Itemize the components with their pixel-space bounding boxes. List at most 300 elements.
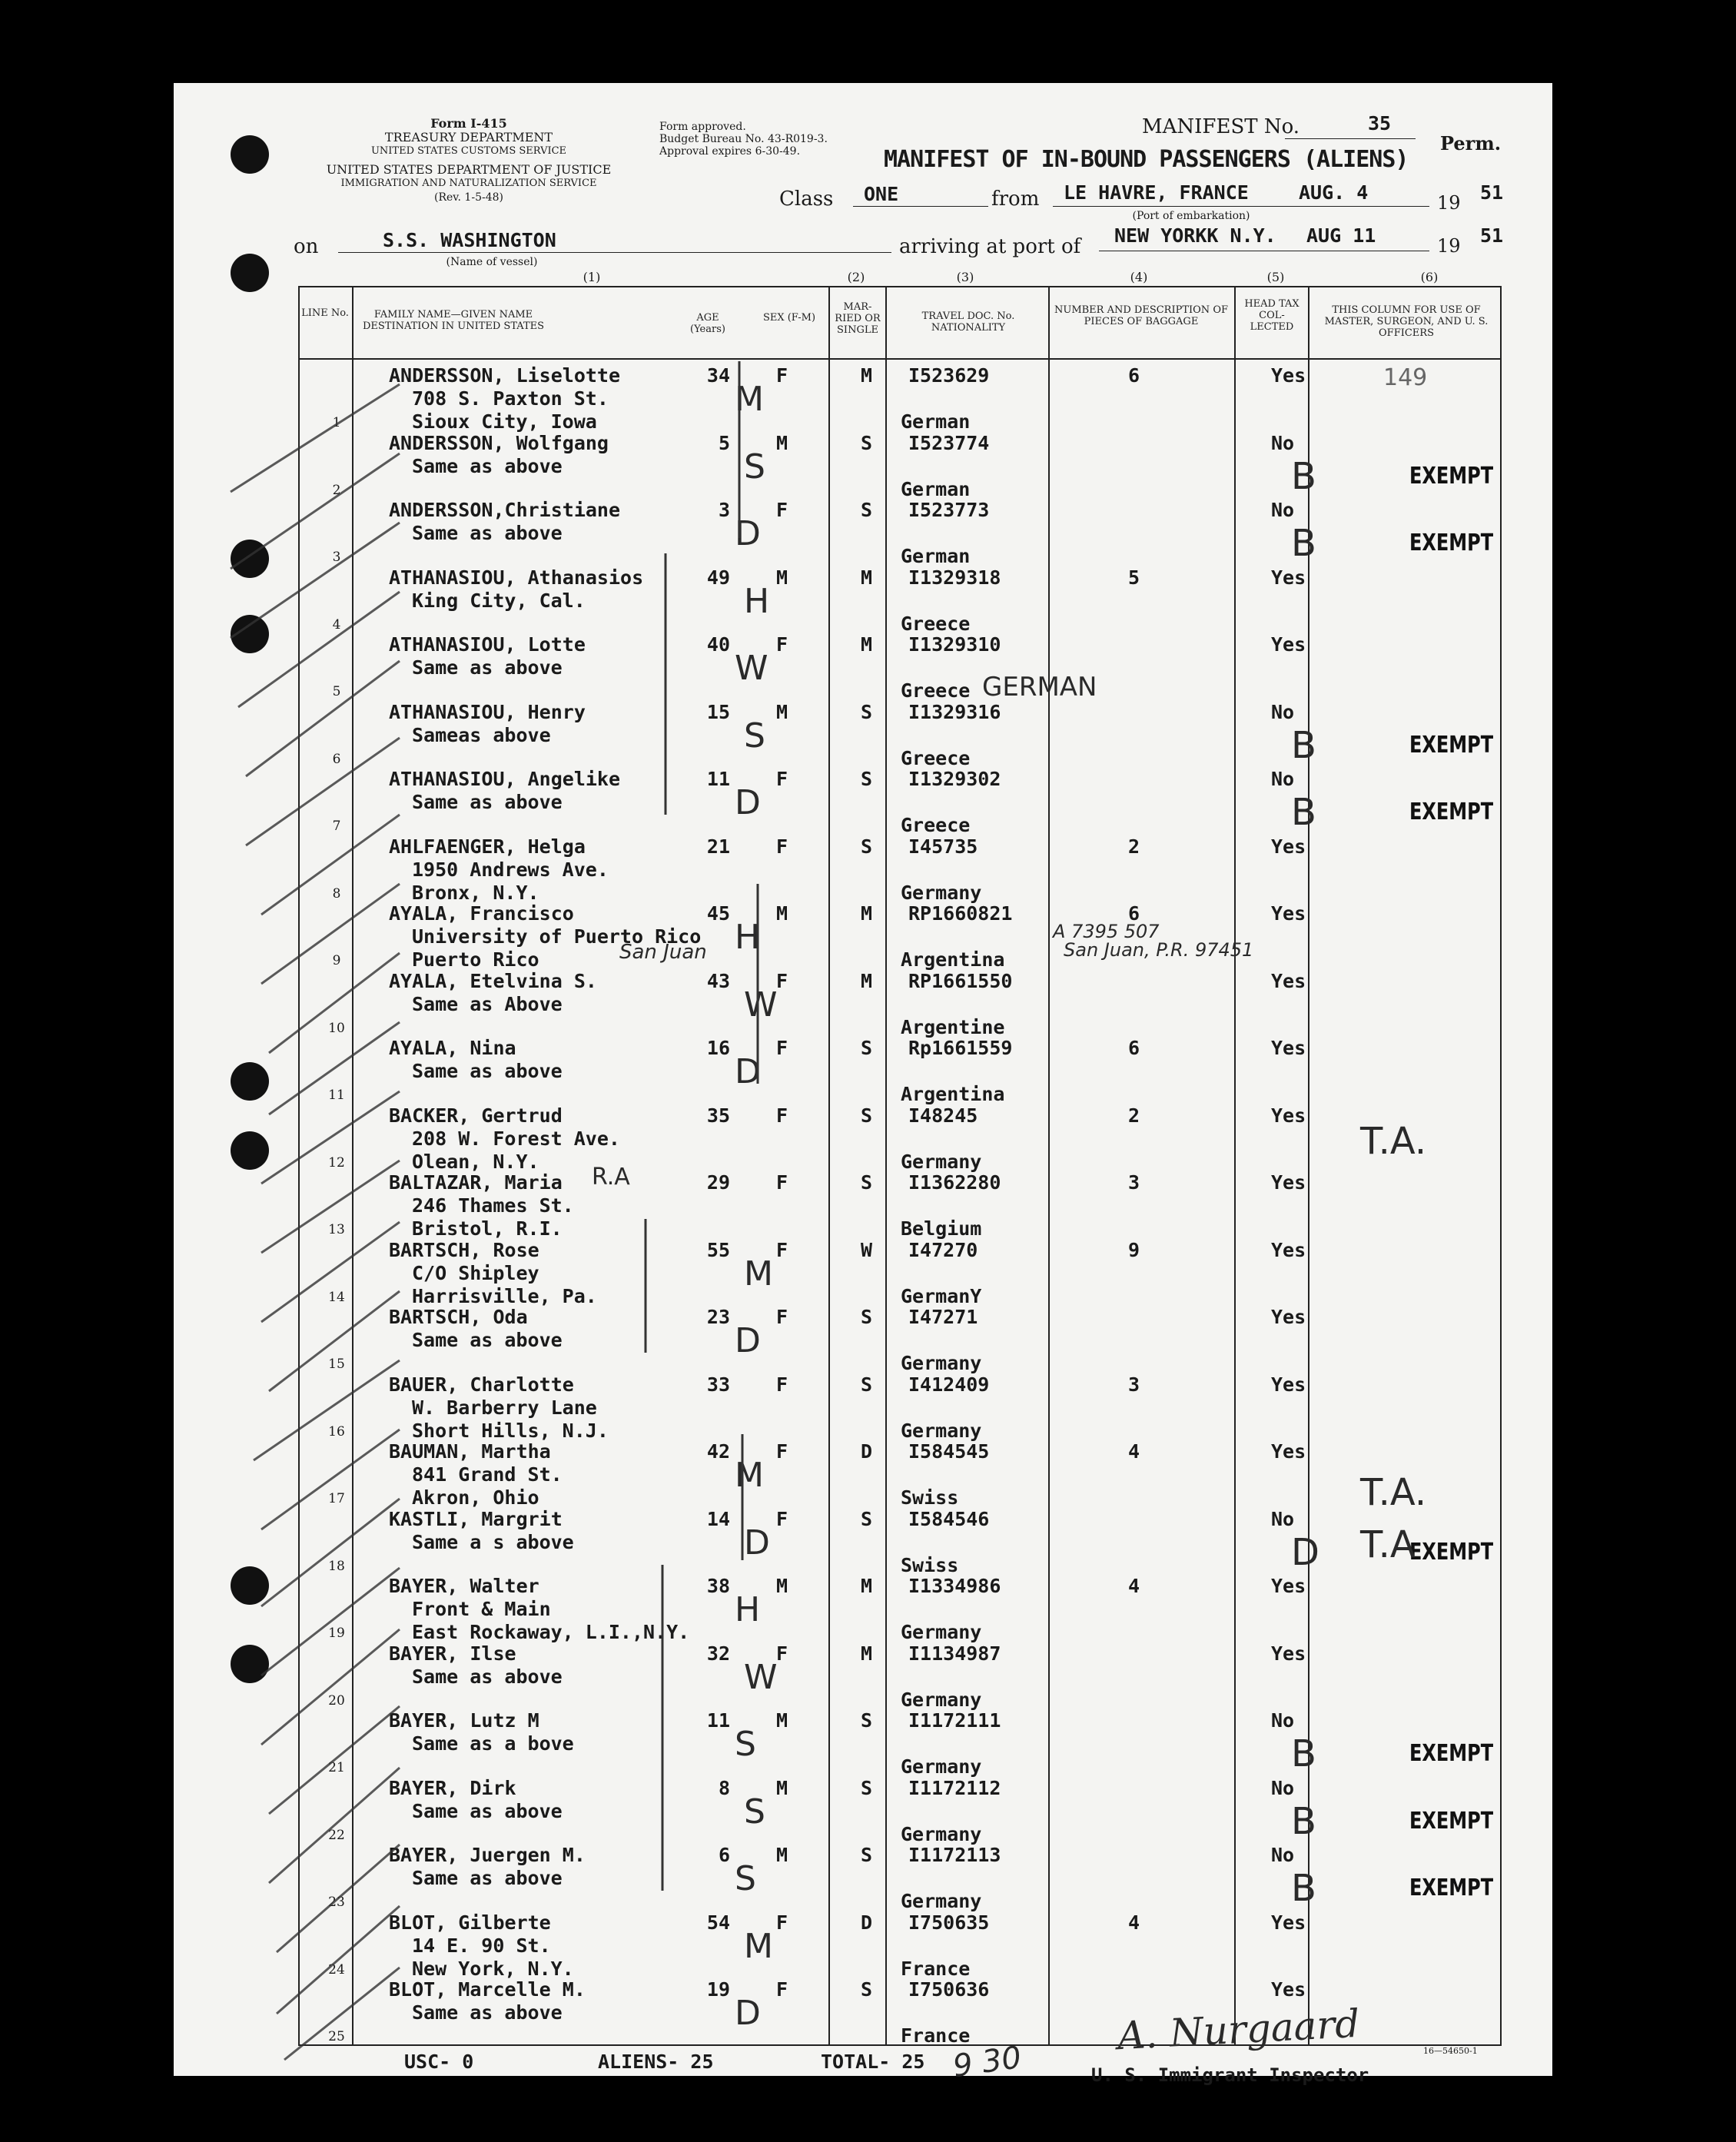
header-tax: HEAD TAX COL- LECTED xyxy=(1244,298,1300,333)
nationality: Germany xyxy=(901,1890,982,1912)
passenger-destination: 246 Thames St. xyxy=(412,1194,574,1217)
passenger-destination: Same as above xyxy=(412,2001,563,2024)
passenger-name: AYALA, Nina xyxy=(389,1037,516,1059)
passenger-name: AHLFAENGER, Helga xyxy=(389,835,586,858)
baggage-count: 4 xyxy=(1128,1440,1140,1463)
passenger-destination: W. Barberry Lane xyxy=(412,1396,597,1419)
passenger-name: BLOT, Gilberte xyxy=(389,1911,551,1934)
handwritten-annotation: R.A xyxy=(592,1164,630,1191)
exempt-stamp: EXEMPT xyxy=(1409,1538,1494,1566)
passenger-age: 40 xyxy=(706,633,730,656)
passenger-destination: King City, Cal. xyxy=(412,589,586,612)
perm-label: Perm. xyxy=(1440,132,1502,154)
nationality: Germany xyxy=(901,1150,982,1173)
head-tax: Yes xyxy=(1271,1373,1306,1396)
travel-document: I1362280 xyxy=(908,1171,1001,1194)
col-num-1: (1) xyxy=(583,270,601,284)
relationship-mark: M xyxy=(744,1254,773,1294)
passenger-age: 15 xyxy=(706,700,730,723)
passenger-age: 43 xyxy=(706,969,730,992)
passenger-age: 33 xyxy=(706,1373,730,1396)
passenger-sex: M xyxy=(776,1844,788,1866)
passenger-age: 6 xyxy=(718,1844,730,1866)
passenger-age: 11 xyxy=(706,1709,730,1732)
year-1: 51 xyxy=(1480,181,1504,204)
exempt-stamp: EXEMPT xyxy=(1409,1875,1494,1901)
passenger-destination: Bristol, R.I. xyxy=(412,1217,563,1240)
marital-status: S xyxy=(861,835,873,858)
year-prefix-1: 19 xyxy=(1437,192,1461,214)
header-baggage: NUMBER AND DESCRIPTION OF PIECES OF BAGGAGE xyxy=(1054,304,1228,327)
footer-aliens: ALIENS- 25 xyxy=(598,2051,714,2073)
line-number: 4 xyxy=(332,616,341,633)
footer-usc: USC- 0 xyxy=(404,2051,474,2073)
head-tax: No xyxy=(1271,1709,1295,1732)
nationality: German xyxy=(901,545,971,567)
relationship-mark: S xyxy=(735,1725,756,1764)
line-number: 2 xyxy=(332,482,341,498)
nationality: Argentina xyxy=(901,948,1005,971)
destination-annotation: San Juan xyxy=(619,941,707,964)
class-value: ONE xyxy=(864,183,899,205)
travel-document: RP1660821 xyxy=(908,902,1013,925)
travel-document: I1172111 xyxy=(908,1709,1001,1732)
relationship-mark: M xyxy=(744,1926,773,1966)
passenger-age: 34 xyxy=(706,364,730,387)
header-sex: SEX (F-M) xyxy=(762,312,816,324)
officer-handwritten-note: T.A. xyxy=(1360,1471,1427,1514)
passenger-age: 3 xyxy=(718,499,730,521)
dept-customs: UNITED STATES CUSTOMS SERVICE xyxy=(370,145,567,157)
nationality: German xyxy=(901,410,971,433)
passenger-sex: M xyxy=(776,1575,788,1597)
class-label: Class xyxy=(779,188,834,211)
exempt-stamp: EXEMPT xyxy=(1409,731,1494,759)
marital-status: S xyxy=(861,1306,873,1328)
head-tax: Yes xyxy=(1271,1440,1306,1463)
marital-status: S xyxy=(861,1037,873,1059)
officer-note: 149 xyxy=(1383,364,1428,391)
head-tax: Yes xyxy=(1271,633,1306,656)
passenger-name: BAYER, Ilse xyxy=(389,1642,516,1665)
head-tax: Yes xyxy=(1271,1306,1306,1328)
travel-document: I1329318 xyxy=(908,566,1001,589)
travel-document: I47271 xyxy=(908,1306,978,1328)
passenger-name: ATHANASIOU, Henry xyxy=(389,700,586,723)
arrival-date: AUG 11 xyxy=(1306,224,1376,247)
exempt-stamp: EXEMPT xyxy=(1409,799,1494,825)
passenger-sex: F xyxy=(776,1238,788,1261)
line-number: 21 xyxy=(328,1760,345,1775)
relationship-mark: W xyxy=(744,985,778,1025)
col-num-6: (6) xyxy=(1420,270,1439,284)
passenger-sex: F xyxy=(776,633,788,656)
travel-document: I523774 xyxy=(908,431,990,454)
passenger-name: ANDERSSON,Christiane xyxy=(389,499,621,521)
head-tax: No xyxy=(1271,1844,1295,1866)
head-tax: No xyxy=(1271,1776,1295,1799)
passenger-name: ATHANASIOU, Athanasios xyxy=(389,566,644,589)
baggage-count: 5 xyxy=(1128,566,1140,589)
header-doc: TRAVEL DOC. No. NATIONALITY xyxy=(921,311,1015,334)
nationality: Germany xyxy=(901,1755,982,1778)
travel-document: I1329310 xyxy=(908,633,1001,656)
relationship-mark: D xyxy=(744,1523,770,1562)
exempt-stamp: EXEMPT xyxy=(1409,530,1494,556)
line-number: 11 xyxy=(328,1088,345,1103)
col-num-2: (2) xyxy=(847,270,865,284)
passenger-name: BALTAZAR, Maria xyxy=(389,1171,563,1194)
relationship-mark: D xyxy=(735,783,761,822)
officer-handwritten-note: T.A xyxy=(1360,1523,1416,1566)
baggage-count: 6 xyxy=(1128,364,1140,387)
nationality: Germany xyxy=(901,1621,982,1643)
passenger-destination: Same a s above xyxy=(412,1530,574,1553)
arrival-port: NEW YORKK N.Y. xyxy=(1114,224,1276,247)
passenger-sex: F xyxy=(776,1507,788,1530)
passenger-age: 32 xyxy=(706,1642,730,1665)
head-tax: No xyxy=(1271,499,1295,521)
baggage-count: 4 xyxy=(1128,1911,1140,1934)
relationship-mark: M xyxy=(735,380,764,419)
nationality: Swiss xyxy=(901,1486,959,1509)
travel-document: I412409 xyxy=(908,1373,990,1396)
relationship-mark: S xyxy=(744,447,765,487)
passenger-sex: F xyxy=(776,969,788,992)
line-number: 15 xyxy=(328,1357,345,1372)
marital-status: S xyxy=(861,431,873,454)
baggage-count: 3 xyxy=(1128,1171,1140,1194)
passenger-age: 49 xyxy=(706,566,730,589)
passenger-sex: F xyxy=(776,1373,788,1396)
manifest-number: 35 xyxy=(1368,112,1392,134)
travel-document: I523773 xyxy=(908,499,990,521)
form-revision: (Rev. 1-5-48) xyxy=(434,191,503,204)
embarkation-date: AUG. 4 xyxy=(1299,181,1369,204)
marital-status: M xyxy=(861,902,873,925)
printer-number: 16—54650-1 xyxy=(1423,2046,1478,2056)
dept-treasury: TREASURY DEPARTMENT xyxy=(384,130,553,144)
passenger-age: 23 xyxy=(706,1306,730,1328)
line-number: 3 xyxy=(332,550,341,565)
marital-status: M xyxy=(861,566,873,589)
line-number: 10 xyxy=(328,1020,345,1036)
passenger-name: BACKER, Gertrud xyxy=(389,1104,563,1127)
relationship-mark: D xyxy=(735,514,761,553)
nationality: Germany xyxy=(901,1822,982,1845)
relationship-mark: S xyxy=(735,1859,756,1898)
passenger-name: KASTLI, Margrit xyxy=(389,1507,563,1530)
relationship-mark: S xyxy=(744,716,765,756)
line-number: 9 xyxy=(332,953,341,968)
year-2: 51 xyxy=(1480,224,1504,247)
nationality: Greece xyxy=(901,814,971,836)
marital-status: M xyxy=(861,969,873,992)
col-num-4: (4) xyxy=(1130,270,1148,284)
passenger-age: 29 xyxy=(706,1171,730,1194)
marital-status: M xyxy=(861,1575,873,1597)
relationship-mark: M xyxy=(735,1456,764,1495)
passenger-destination: 841 Grand St. xyxy=(412,1463,563,1486)
passenger-destination: Bronx, N.Y. xyxy=(412,881,539,904)
travel-document: I750636 xyxy=(908,1978,990,2001)
tax-status-mark: B xyxy=(1291,723,1316,767)
passenger-name: AYALA, Francisco xyxy=(389,902,574,925)
passenger-sex: M xyxy=(776,902,788,925)
line-number: 22 xyxy=(328,1827,345,1843)
marital-status: S xyxy=(861,1507,873,1530)
dept-ins: IMMIGRATION AND NATURALIZATION SERVICE xyxy=(340,178,597,189)
marital-status: M xyxy=(861,1642,873,1665)
passenger-age: 42 xyxy=(706,1440,730,1463)
line-number: 8 xyxy=(332,885,341,902)
passenger-destination: Sameas above xyxy=(412,723,551,746)
nationality: Belgium xyxy=(901,1217,982,1240)
passenger-sex: F xyxy=(776,1171,788,1194)
marital-status: S xyxy=(861,1171,873,1194)
line-number: 1 xyxy=(332,415,341,430)
passenger-sex: F xyxy=(776,1037,788,1059)
passenger-sex: M xyxy=(776,566,788,589)
line-number: 5 xyxy=(332,684,341,699)
nationality: Germany xyxy=(901,881,982,904)
line-number: 16 xyxy=(328,1423,345,1440)
passenger-destination: 1950 Andrews Ave. xyxy=(412,858,609,881)
travel-document: I1329302 xyxy=(908,768,1001,790)
handwritten-annotation: San Juan, P.R. 97451 xyxy=(1064,939,1254,961)
passenger-name: BAYER, Walter xyxy=(389,1575,539,1597)
handwritten-annotation: A 7395 507 xyxy=(1053,921,1160,942)
passenger-name: BARTSCH, Rose xyxy=(389,1238,539,1261)
passenger-destination: Akron, Ohio xyxy=(412,1486,539,1509)
manifest-number-label: MANIFEST No. xyxy=(1142,115,1300,138)
inspector-title: U. S. Immigrant Inspector xyxy=(1091,2064,1369,2086)
marital-status: S xyxy=(861,1978,873,2001)
passenger-sex: M xyxy=(776,700,788,723)
footer-total: TOTAL- 25 xyxy=(821,2051,925,2073)
passenger-destination: Short Hills, N.J. xyxy=(412,1419,609,1442)
nationality: France xyxy=(901,2024,971,2047)
passenger-sex: F xyxy=(776,1911,788,1934)
baggage-count: 9 xyxy=(1128,1238,1140,1261)
tax-status-mark: B xyxy=(1291,454,1316,498)
head-tax: No xyxy=(1271,1507,1295,1530)
passenger-destination: Same as above xyxy=(412,791,563,813)
nationality: Germany xyxy=(901,1352,982,1374)
passenger-destination: Same as above xyxy=(412,522,563,544)
baggage-count: 2 xyxy=(1128,835,1140,858)
travel-document: I45735 xyxy=(908,835,978,858)
marital-status: W xyxy=(861,1238,873,1261)
vessel-name: S.S. WASHINGTON xyxy=(383,229,556,251)
form-number: Form I-415 xyxy=(430,116,507,131)
on-label: on xyxy=(294,235,319,258)
nationality: Germany xyxy=(901,1688,982,1711)
tax-status-mark: B xyxy=(1291,1799,1316,1843)
from-label: from xyxy=(991,188,1040,211)
passenger-destination: C/O Shipley xyxy=(412,1261,539,1284)
marital-status: S xyxy=(861,1373,873,1396)
passenger-name: ANDERSSON, Liselotte xyxy=(389,364,621,387)
passenger-name: ATHANASIOU, Angelike xyxy=(389,768,621,790)
passenger-age: 55 xyxy=(706,1238,730,1261)
tax-status-mark: D xyxy=(1291,1530,1319,1574)
approval-line-3: Approval expires 6-30-49. xyxy=(659,145,801,158)
relationship-mark: D xyxy=(735,1994,761,2033)
travel-document: I47270 xyxy=(908,1238,978,1261)
marital-status: S xyxy=(861,1709,873,1732)
passenger-destination: Sioux City, Iowa xyxy=(412,410,597,433)
dept-justice: UNITED STATES DEPARTMENT OF JUSTICE xyxy=(326,162,612,177)
line-number: 19 xyxy=(328,1626,345,1641)
passenger-destination: Puerto Rico xyxy=(412,948,539,971)
nationality: German xyxy=(901,477,971,500)
passenger-age: 16 xyxy=(706,1037,730,1059)
line-number: 13 xyxy=(328,1222,345,1237)
passenger-name: AYALA, Etelvina S. xyxy=(389,969,597,992)
travel-document: I584546 xyxy=(908,1507,990,1530)
approval-line-2: Budget Bureau No. 43-R019-3. xyxy=(659,133,828,145)
nationality: Greece xyxy=(901,612,971,635)
vessel-caption: (Name of vessel) xyxy=(446,256,538,268)
manifest-title: MANIFEST OF IN-BOUND PASSENGERS (ALIENS) xyxy=(884,146,1409,173)
line-number: 25 xyxy=(328,2029,345,2044)
marital-status: S xyxy=(861,1844,873,1866)
relationship-mark: H xyxy=(735,918,761,957)
passenger-sex: F xyxy=(776,1978,788,2001)
passenger-age: 54 xyxy=(706,1911,730,1934)
marital-status: D xyxy=(861,1440,873,1463)
nationality: Argentine xyxy=(901,1015,1005,1038)
baggage-count: 3 xyxy=(1128,1373,1140,1396)
head-tax: Yes xyxy=(1271,969,1306,992)
exempt-stamp: EXEMPT xyxy=(1409,1740,1494,1767)
head-tax: No xyxy=(1271,700,1295,723)
passenger-sex: F xyxy=(776,1642,788,1665)
passenger-destination: Same as Above xyxy=(412,992,563,1015)
travel-document: I1172112 xyxy=(908,1776,1001,1799)
head-tax: Yes xyxy=(1271,1037,1306,1059)
passenger-name: BARTSCH, Oda xyxy=(389,1306,528,1328)
passenger-sex: F xyxy=(776,499,788,521)
tax-status-mark: B xyxy=(1291,1867,1316,1910)
port-of-embarkation: LE HAVRE, FRANCE xyxy=(1064,181,1249,204)
line-number: 17 xyxy=(328,1491,345,1506)
baggage-count: 6 xyxy=(1128,1037,1140,1059)
year-prefix-2: 19 xyxy=(1437,235,1461,257)
head-tax: Yes xyxy=(1271,835,1306,858)
travel-document: I1334986 xyxy=(908,1575,1001,1597)
nationality: Germany xyxy=(901,1419,982,1442)
passenger-sex: M xyxy=(776,431,788,454)
baggage-count: 4 xyxy=(1128,1575,1140,1597)
passenger-name: BAYER, Lutz M xyxy=(389,1709,539,1732)
head-tax: No xyxy=(1271,431,1295,454)
nationality: Greece xyxy=(901,746,971,769)
passenger-sex: F xyxy=(776,364,788,387)
baggage-count: 2 xyxy=(1128,1104,1140,1127)
relationship-mark: W xyxy=(735,649,768,688)
passenger-age: 35 xyxy=(706,1104,730,1127)
header-line-no: LINE No. xyxy=(301,307,349,319)
head-tax: Yes xyxy=(1271,1642,1306,1665)
travel-document: I1329316 xyxy=(908,700,1001,723)
line-number: 23 xyxy=(328,1895,345,1910)
relationship-mark: D xyxy=(735,1321,761,1360)
passenger-destination: University of Puerto Rico xyxy=(412,925,702,948)
travel-document: Rp1661559 xyxy=(908,1037,1013,1059)
head-tax: Yes xyxy=(1271,1978,1306,2001)
passenger-destination: Olean, N.Y. xyxy=(412,1150,539,1173)
header-age: AGE (Years) xyxy=(690,312,725,335)
passenger-sex: F xyxy=(776,768,788,790)
travel-document: I750635 xyxy=(908,1911,990,1934)
passenger-destination: 208 W. Forest Ave. xyxy=(412,1127,620,1150)
travel-document: RP1661550 xyxy=(908,969,1013,992)
line-number: 6 xyxy=(332,751,341,767)
tax-status-mark: B xyxy=(1291,522,1316,565)
passenger-destination: Front & Main xyxy=(412,1598,551,1620)
passenger-destination: Same as above xyxy=(412,454,563,477)
head-tax: Yes xyxy=(1271,364,1306,387)
line-number: 20 xyxy=(328,1692,345,1709)
line-number: 7 xyxy=(332,819,341,834)
baggage-count: 6 xyxy=(1128,902,1140,925)
marital-status: S xyxy=(861,1104,873,1127)
exempt-stamp: EXEMPT xyxy=(1409,1807,1494,1835)
line-number: 24 xyxy=(328,1961,345,1978)
passenger-sex: F xyxy=(776,1440,788,1463)
travel-document: I1172113 xyxy=(908,1844,1001,1866)
marital-status: S xyxy=(861,768,873,790)
marital-status: M xyxy=(861,633,873,656)
exempt-stamp: EXEMPT xyxy=(1409,462,1494,490)
relationship-mark: D xyxy=(735,1052,761,1091)
head-tax: Yes xyxy=(1271,1911,1306,1934)
passenger-destination: 14 E. 90 St. xyxy=(412,1934,551,1957)
passenger-age: 8 xyxy=(718,1776,730,1799)
passenger-name: ATHANASIOU, Lotte xyxy=(389,633,586,656)
marital-status: S xyxy=(861,700,873,723)
relationship-mark: S xyxy=(744,1792,765,1831)
passenger-name: BAUMAN, Martha xyxy=(389,1440,551,1463)
passenger-destination: East Rockaway, L.I.,N.Y. xyxy=(412,1621,690,1643)
line-number: 18 xyxy=(328,1558,345,1574)
inspector-signature: A. Nurgaard xyxy=(1116,2001,1361,2059)
travel-document: I48245 xyxy=(908,1104,978,1127)
passenger-age: 45 xyxy=(706,902,730,925)
head-tax: Yes xyxy=(1271,902,1306,925)
marital-status: S xyxy=(861,1776,873,1799)
nationality: Argentina xyxy=(901,1083,1005,1105)
passenger-sex: M xyxy=(776,1709,788,1732)
passenger-destination: Same as above xyxy=(412,1329,563,1351)
line-number: 14 xyxy=(328,1289,345,1305)
passenger-name: BLOT, Marcelle M. xyxy=(389,1978,586,2001)
relationship-mark: W xyxy=(744,1657,778,1697)
approval-line-1: Form approved. xyxy=(659,121,746,133)
nationality: France xyxy=(901,1957,971,1980)
head-tax: Yes xyxy=(1271,566,1306,589)
nationality: GermanY xyxy=(901,1284,982,1307)
head-tax: Yes xyxy=(1271,1238,1306,1261)
marital-status: D xyxy=(861,1911,873,1934)
passenger-age: 14 xyxy=(706,1507,730,1530)
passenger-sex: M xyxy=(776,1776,788,1799)
officer-handwritten-note: T.A. xyxy=(1360,1119,1427,1163)
passenger-destination: New York, N.Y. xyxy=(412,1957,574,1980)
tax-status-mark: B xyxy=(1291,1732,1316,1775)
